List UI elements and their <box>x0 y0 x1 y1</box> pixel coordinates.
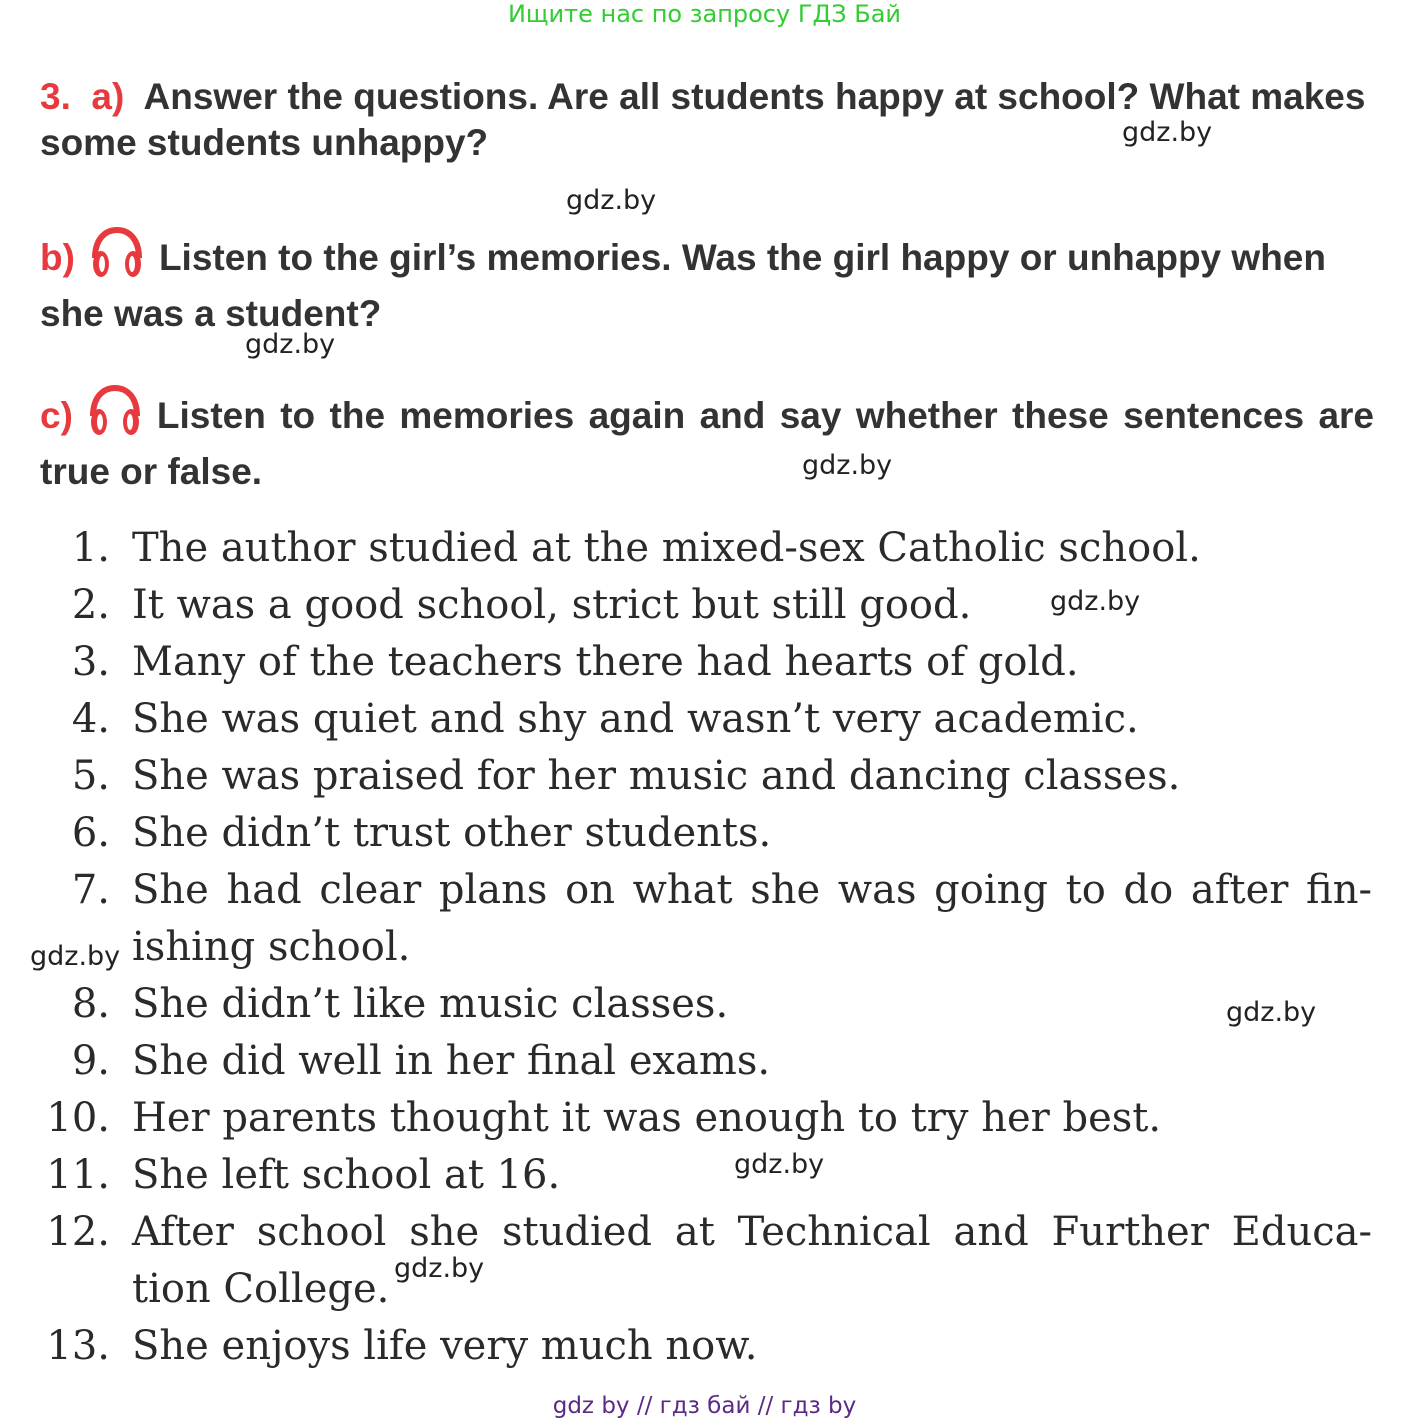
item-number: 7. <box>71 867 110 913</box>
task-a-text: Answer the questions. Are all students happy at school? What makes some students unhappy? <box>40 76 1366 163</box>
item-text: She didn’t trust other students. <box>132 810 772 856</box>
list-item <box>0 976 1409 1033</box>
list-item-continuation <box>0 919 1409 976</box>
task-c-letter: c) <box>40 395 73 436</box>
task-number: 3. <box>40 76 71 117</box>
item-text: It was a good school, strict but still good. <box>132 582 972 628</box>
item-number: 12. <box>46 1209 110 1255</box>
list-item <box>0 1147 1409 1204</box>
list-item <box>0 1318 1409 1375</box>
list-item <box>0 862 1409 919</box>
item-number: 9. <box>71 1038 110 1084</box>
watermark: gdz.by <box>1050 586 1141 617</box>
list-item-continuation <box>0 1261 1409 1318</box>
item-text: After school she studied at Technical and Further Educa- <box>132 1209 1372 1255</box>
list-item <box>0 748 1409 805</box>
item-number: 6. <box>71 810 110 856</box>
watermark: gdz.by <box>566 185 657 216</box>
item-number: 11. <box>46 1152 110 1198</box>
task-b <box>40 226 1374 337</box>
item-number: 13. <box>46 1323 110 1369</box>
item-text: She didn’t like music classes. <box>132 981 729 1027</box>
task-c-text: Listen to the memories again and say whether these sentences are true or false. <box>40 395 1374 492</box>
watermark: gdz.by <box>30 941 121 972</box>
task-b-letter: b) <box>40 237 75 278</box>
headphones-icon[interactable] <box>87 384 143 449</box>
watermark: gdz.by <box>394 1253 485 1284</box>
list-item <box>0 1033 1409 1090</box>
item-text: Her parents thought it was enough to try her best. <box>132 1095 1162 1141</box>
item-text-continuation: tion College. <box>132 1266 390 1312</box>
list-item <box>0 691 1409 748</box>
item-text: Many of the teachers there had hearts of gold. <box>132 639 1079 685</box>
watermark: gdz.by <box>802 450 893 481</box>
watermark: gdz.by <box>245 329 336 360</box>
item-text-continuation: ishing school. <box>132 924 411 970</box>
list-item <box>0 520 1409 577</box>
item-number: 10. <box>46 1095 110 1141</box>
task-c <box>40 384 1374 495</box>
list-item <box>0 1090 1409 1147</box>
headphones-icon[interactable] <box>89 226 145 291</box>
task-b-text: Listen to the girl’s memories. Was the girl happy or unhappy when she was a student? <box>40 237 1326 334</box>
item-number: 2. <box>71 582 110 628</box>
item-text: She did well in her final exams. <box>132 1038 771 1084</box>
item-text: She enjoys life very much now. <box>132 1323 758 1369</box>
watermark: gdz.by <box>1122 117 1213 148</box>
item-number: 3. <box>71 639 110 685</box>
list-item <box>0 805 1409 862</box>
item-text: She was quiet and shy and wasn’t very academic. <box>132 696 1139 742</box>
task-a-letter: a) <box>91 76 125 117</box>
footer: gdz by // гдз бай // гдз by <box>552 1393 857 1419</box>
item-number: 8. <box>71 981 110 1027</box>
item-text: The author studied at the mixed-sex Catholic school. <box>132 525 1201 571</box>
list-item <box>0 577 1409 634</box>
item-number: 4. <box>71 696 110 742</box>
watermark: gdz.by <box>734 1149 825 1180</box>
item-number: 1. <box>71 525 110 571</box>
list-item <box>0 634 1409 691</box>
sentence-list <box>0 520 1409 1375</box>
list-item <box>0 1204 1409 1261</box>
item-number: 5. <box>71 753 110 799</box>
item-text: She had clear plans on what she was going to do after fin- <box>132 867 1372 913</box>
item-text: She was praised for her music and dancing classes. <box>132 753 1181 799</box>
top-banner: Ищите нас по запросу ГДЗ Бай <box>507 0 902 28</box>
watermark: gdz.by <box>1226 997 1317 1028</box>
item-text: She left school at 16. <box>132 1152 561 1198</box>
